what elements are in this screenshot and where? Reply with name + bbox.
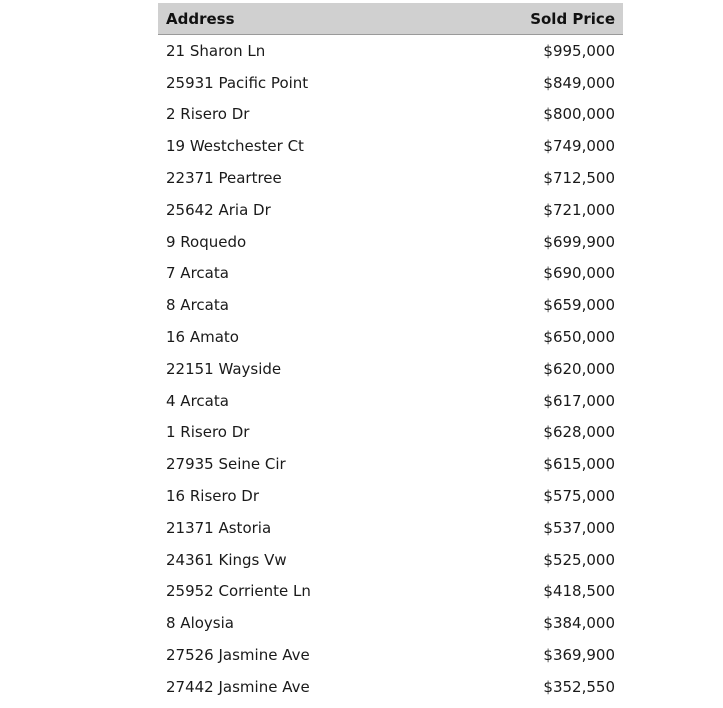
address-cell: 2 Risero Dr <box>166 105 250 124</box>
address-cell: 16 Amato <box>166 328 239 347</box>
table-row <box>158 544 623 576</box>
table-row <box>158 576 623 608</box>
sold-price-cell: $620,000 <box>543 359 615 378</box>
sold-price-cell: $800,000 <box>543 105 615 124</box>
address-cell: 25952 Corriente Ln <box>166 582 311 601</box>
table-row <box>158 385 623 417</box>
address-cell: 21371 Astoria <box>166 518 272 537</box>
sold-price-column-header: Sold Price <box>391 3 624 35</box>
table-row <box>158 353 623 385</box>
table-row <box>158 194 623 226</box>
sold-price-cell: $615,000 <box>543 455 615 474</box>
sold-price-cell: $575,000 <box>543 487 615 506</box>
table-row <box>158 258 623 290</box>
sold-price-cell: $650,000 <box>543 328 615 347</box>
sold-price-cell: $659,000 <box>543 296 615 315</box>
sold-price-cell: $369,900 <box>543 646 615 665</box>
sold-price-cell: $849,000 <box>543 73 615 92</box>
address-cell: 8 Aloysia <box>166 614 234 633</box>
address-cell: 19 Westchester Ct <box>166 137 304 156</box>
sold-price-cell: $418,500 <box>543 582 615 601</box>
table-row <box>158 512 623 544</box>
address-cell: 8 Arcata <box>166 296 229 315</box>
address-cell: 27526 Jasmine Ave <box>166 646 310 665</box>
address-cell: 1 Risero Dr <box>166 423 250 442</box>
table-body <box>158 35 623 703</box>
table-row <box>158 671 623 703</box>
table-row <box>158 35 623 67</box>
address-cell: 16 Risero Dr <box>166 487 259 506</box>
address-cell: 21 Sharon Ln <box>166 41 266 60</box>
table-row <box>158 448 623 480</box>
header-row <box>158 3 623 35</box>
address-cell: 25931 Pacific Point <box>166 73 309 92</box>
table-row <box>158 226 623 258</box>
table-row <box>158 321 623 353</box>
table-row <box>158 130 623 162</box>
address-cell: 27442 Jasmine Ave <box>166 677 310 696</box>
address-column-header: Address <box>158 3 391 35</box>
table-row <box>158 639 623 671</box>
table-row <box>158 289 623 321</box>
address-cell: 22151 Wayside <box>166 359 282 378</box>
table-header <box>158 3 623 35</box>
address-cell: 25642 Aria Dr <box>166 200 271 219</box>
sold-prices-table <box>158 3 623 703</box>
table-row <box>158 607 623 639</box>
address-cell: 9 Roquedo <box>166 232 247 251</box>
sold-price-cell: $384,000 <box>543 614 615 633</box>
sold-price-cell: $721,000 <box>543 200 615 219</box>
sold-price-cell: $628,000 <box>543 423 615 442</box>
address-cell: 27935 Seine Cir <box>166 455 286 474</box>
sold-price-cell: $525,000 <box>543 550 615 569</box>
table-row <box>158 480 623 512</box>
sold-price-cell: $352,550 <box>543 677 615 696</box>
address-cell: 7 Arcata <box>166 264 229 283</box>
table-row <box>158 162 623 194</box>
sold-price-cell: $690,000 <box>543 264 615 283</box>
table-row <box>158 67 623 99</box>
sold-price-cell: $537,000 <box>543 518 615 537</box>
address-cell: 24361 Kings Vw <box>166 550 287 569</box>
sold-price-cell: $712,500 <box>543 169 615 188</box>
table-row <box>158 417 623 449</box>
sold-price-cell: $995,000 <box>543 41 615 60</box>
sales-table-container <box>158 3 623 703</box>
sold-price-cell: $749,000 <box>543 137 615 156</box>
sold-price-cell: $617,000 <box>543 391 615 410</box>
address-cell: 4 Arcata <box>166 391 229 410</box>
address-cell: 22371 Peartree <box>166 169 282 188</box>
sold-price-cell: $699,900 <box>543 232 615 251</box>
table-row <box>158 99 623 131</box>
